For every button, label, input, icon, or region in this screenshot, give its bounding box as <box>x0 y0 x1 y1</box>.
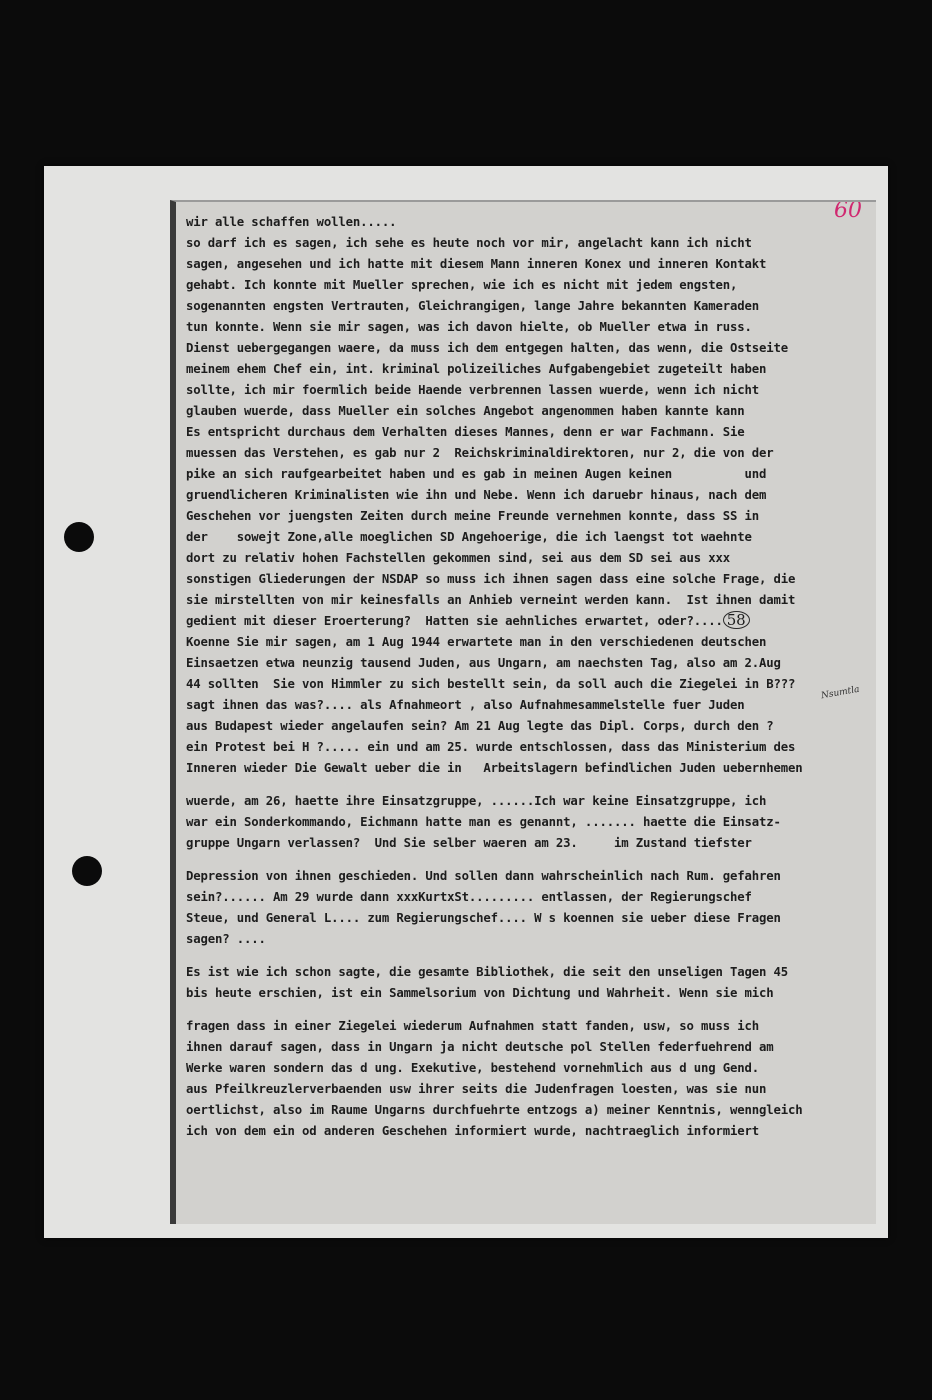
text-line-content: sagen? .... <box>186 932 266 946</box>
paragraph-gap <box>186 854 868 866</box>
text-line <box>186 464 868 485</box>
text-line <box>186 1058 868 1079</box>
text-line <box>186 359 868 380</box>
text-line <box>186 812 868 833</box>
text-line <box>186 527 868 548</box>
text-line-content: Koenne Sie mir sagen, am 1 Aug 1944 erwartete man in den verschiedenen deutschen <box>186 635 767 649</box>
page-number: 60 <box>834 200 862 223</box>
paragraph-gap <box>186 1004 868 1016</box>
text-line-content: aus Budapest wieder angelaufen sein? Am 21 Aug legte das Dipl. Corps, durch den ? <box>186 719 774 733</box>
text-line <box>186 254 868 275</box>
text-line <box>186 758 868 779</box>
text-line-content: bis heute erschien, ist ein Sammelsorium von Dichtung und Wahrheit. Wenn sie mich <box>186 986 774 1000</box>
text-line-content: wuerde, am 26, haette ihre Einsatzgruppe, ......Ich war keine Einsatzgruppe, ich <box>186 794 767 808</box>
text-line <box>186 653 868 674</box>
text-line-content: so darf ich es sagen, ich sehe es heute noch vor mir, angelacht kann ich nicht <box>186 236 752 250</box>
text-line-content: Inneren wieder Die Gewalt ueber die in Arbeitslagern befindlichen Juden uebernhemen <box>186 761 803 775</box>
text-line <box>186 833 868 854</box>
text-line <box>186 506 868 527</box>
text-line <box>186 1121 868 1142</box>
text-line-content: oertlichst, also im Raume Ungarns durchfuehrte entzogs a) meiner Kenntnis, wenngleich <box>186 1103 803 1117</box>
text-line <box>186 569 868 590</box>
paragraph-gap <box>186 779 868 791</box>
document-sheet <box>44 166 888 1238</box>
text-line <box>186 887 868 908</box>
text-line <box>186 317 868 338</box>
paragraph-gap <box>186 950 868 962</box>
text-line-content: tun konnte. Wenn sie mir sagen, was ich davon hielte, ob Mueller etwa in russ. <box>186 320 752 334</box>
text-line-content: sein?...... Am 29 wurde dann xxxKurtxSt......... entlassen, der Regierungschef <box>186 890 752 904</box>
text-line <box>186 908 868 929</box>
text-line <box>186 548 868 569</box>
margin-note: Nsumtla <box>820 684 861 702</box>
text-line <box>186 443 868 464</box>
text-line-content: Es ist wie ich schon sagte, die gesamte Bibliothek, die seit den unseligen Tagen 45 <box>186 965 789 979</box>
text-line <box>186 485 868 506</box>
text-line-content: dort zu relativ hohen Fachstellen gekommen sind, sei aus dem SD sei aus xxx <box>186 551 731 565</box>
text-line <box>186 611 868 632</box>
text-line <box>186 695 868 716</box>
text-line-content: muessen das Verstehen, es gab nur 2 Reichskriminaldirektoren, nur 2, die von der <box>186 446 774 460</box>
text-line <box>186 632 868 653</box>
text-line-content: ein Protest bei H ?..... ein und am 25. wurde entschlossen, dass das Ministerium des <box>186 740 796 754</box>
text-line-content: Dienst uebergegangen waere, da muss ich dem entgegen halten, das wenn, die Ostseite <box>186 341 789 355</box>
photostat-page <box>170 200 876 1224</box>
text-line <box>186 962 868 983</box>
text-line <box>186 674 868 695</box>
text-line-content: gruppe Ungarn verlassen? Und Sie selber waeren am 23. im Zustand tiefster <box>186 836 752 850</box>
text-line-content: Werke waren sondern das d ung. Exekutive, bestehend vornehmlich aus d ung Gend. <box>186 1061 760 1075</box>
text-line-content: sollte, ich mir foermlich beide Haende verbrennen lassen wuerde, wenn ich nicht <box>186 383 760 397</box>
text-line-content: aus Pfeilkreuzlerverbaenden usw ihrer seits die Judenfragen loesten, was sie nun <box>186 1082 767 1096</box>
punch-hole-top <box>64 522 94 552</box>
text-line <box>186 422 868 443</box>
text-line <box>186 1079 868 1100</box>
text-line-content: Depression von ihnen geschieden. Und sollen dann wahrscheinlich nach Rum. gefahren <box>186 869 781 883</box>
text-line <box>186 233 868 254</box>
text-line-content: 44 sollten Sie von Himmler zu sich bestellt sein, da soll auch die Ziegelei in B??? <box>186 677 796 691</box>
text-line-content: sagt ihnen das was?.... als Afnahmeort , also Aufnahmesammelstelle fuer Juden <box>186 698 745 712</box>
text-line-content: war ein Sonderkommando, Eichmann hatte man es genannt, ....... haette die Einsatz- <box>186 815 781 829</box>
text-line <box>186 1016 868 1037</box>
text-line <box>186 590 868 611</box>
text-line <box>186 929 868 950</box>
text-line <box>186 791 868 812</box>
text-line <box>186 983 868 1004</box>
text-line-content: sie mirstellten von mir keinesfalls an Anhieb verneint werden kann. Ist ihnen damit <box>186 593 796 607</box>
text-line <box>186 1100 868 1121</box>
text-line-content: meinem ehem Chef ein, int. kriminal polizeiliches Aufgabengebiet zugeteilt haben <box>186 362 767 376</box>
text-line-content: Geschehen vor juengsten Zeiten durch meine Freunde vernehmen konnte, dass SS in <box>186 509 760 523</box>
text-line-content: sonstigen Gliederungen der NSDAP so muss ich ihnen sagen dass eine solche Frage, die <box>186 572 796 586</box>
text-line <box>186 401 868 422</box>
text-line-content: gruendlicheren Kriminalisten wie ihn und Nebe. Wenn ich daruebr hinaus, nach dem <box>186 488 767 502</box>
text-line-content: gedient mit dieser Eroerterung? Hatten sie aehnliches erwartet, oder?.... <box>186 614 723 628</box>
typewritten-text <box>186 212 868 1142</box>
text-line-content: ihnen darauf sagen, dass in Ungarn ja nicht deutsche pol Stellen federfuehrend am <box>186 1040 774 1054</box>
text-line <box>186 737 868 758</box>
text-line-content: der sowejt Zone,alle moeglichen SD Angehoerige, die ich laengst tot waehnte <box>186 530 752 544</box>
punch-hole-bottom <box>72 856 102 886</box>
text-line-content: glauben wuerde, dass Mueller ein solches Angebot angenommen haben kannte kann <box>186 404 745 418</box>
text-line <box>186 338 868 359</box>
text-line <box>186 380 868 401</box>
text-line-content: Steue, und General L.... zum Regierungschef.... W s koennen sie ueber diese Fragen <box>186 911 781 925</box>
text-line <box>186 212 868 233</box>
text-line <box>186 716 868 737</box>
text-line <box>186 275 868 296</box>
text-line-content: wir alle schaffen wollen..... <box>186 215 404 229</box>
text-line-content: gehabt. Ich konnte mit Mueller sprechen, wie ich es nicht mit jedem engsten, <box>186 278 738 292</box>
text-line-content: sogenannten engsten Vertrauten, Gleichrangigen, lange Jahre bekannten Kameraden <box>186 299 760 313</box>
text-line-content: sagen, angesehen und ich hatte mit diesem Mann inneren Konex und inneren Kontakt <box>186 257 767 271</box>
text-line-content: Es entspricht durchaus dem Verhalten dieses Mannes, denn er war Fachmann. Sie <box>186 425 745 439</box>
text-line-content: Einsaetzen etwa neunzig tausend Juden, aus Ungarn, am naechsten Tag, also am 2.Aug <box>186 656 781 670</box>
circled-number: 58 <box>723 611 750 629</box>
text-line <box>186 866 868 887</box>
text-line-content: pike an sich raufgearbeitet haben und es gab in meinen Augen keinen und <box>186 467 767 481</box>
text-line <box>186 296 868 317</box>
text-line-content: fragen dass in einer Ziegelei wiederum Aufnahmen statt fanden, usw, so muss ich <box>186 1019 760 1033</box>
text-line <box>186 1037 868 1058</box>
text-line-content: ich von dem ein od anderen Geschehen informiert wurde, nachtraeglich informiert <box>186 1124 760 1138</box>
